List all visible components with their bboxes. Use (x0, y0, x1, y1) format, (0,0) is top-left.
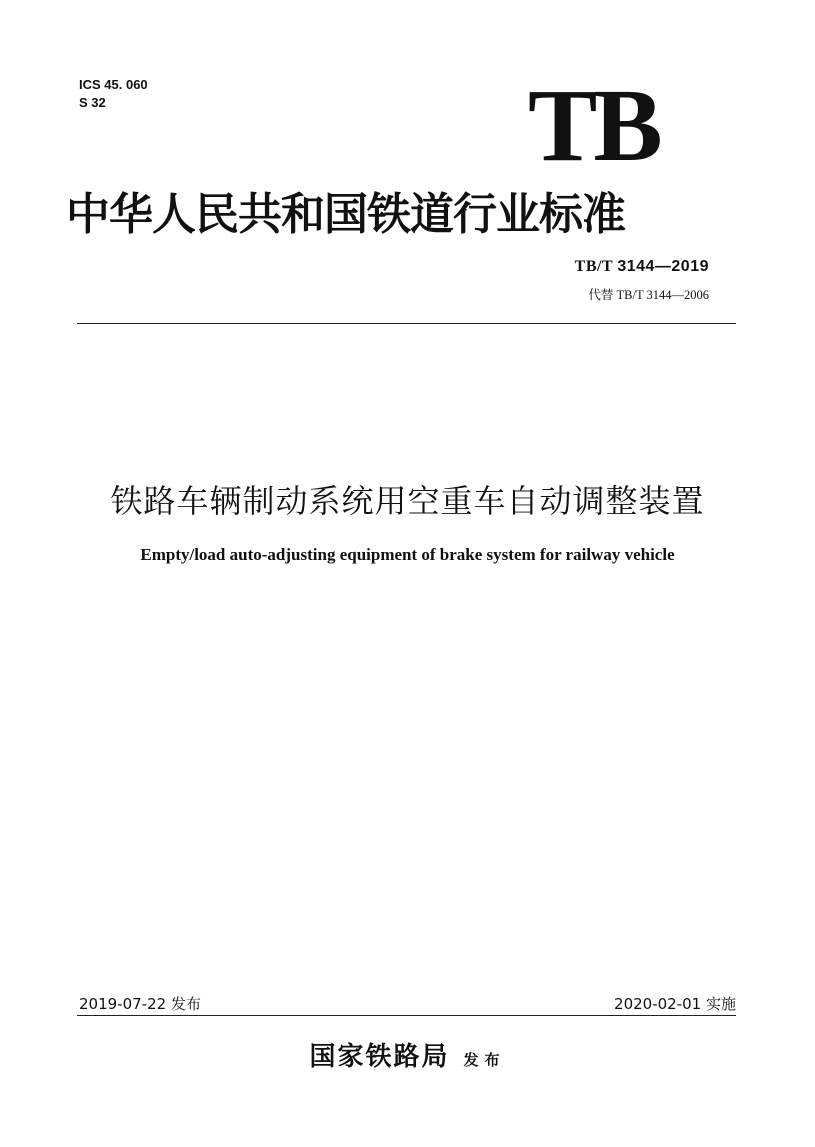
issuer-name: 国家铁路局 (309, 1042, 450, 1072)
header-divider (77, 323, 736, 324)
implementation-date: 2020-02-01 实施 (614, 995, 736, 1013)
document-title-chinese: 铁路车辆制动系统用空重车自动调整装置 (110, 482, 705, 520)
replaces-note: 代替 TB/T 3144—2006 (588, 288, 709, 302)
standard-code-prefix: TB/T (574, 258, 618, 275)
standard-category-title: 中华人民共和国铁道行业标准 (66, 189, 625, 240)
release-date: 2019-07-22 发布 (79, 995, 201, 1013)
document-title-english: Empty/load auto-adjusting equipment of brake system for railway vehicle (140, 545, 675, 564)
class-code: S 32 (79, 95, 106, 110)
issuer-line (0, 1036, 815, 1073)
tb-logo: TB (528, 68, 659, 183)
standard-code-number: 3144—2019 (617, 258, 709, 275)
ics-code: ICS 45. 060 (79, 77, 148, 92)
classification-block (79, 76, 148, 112)
footer-divider (77, 1015, 736, 1016)
standard-code (575, 258, 709, 276)
issuer-verb: 发布 (463, 1051, 506, 1069)
